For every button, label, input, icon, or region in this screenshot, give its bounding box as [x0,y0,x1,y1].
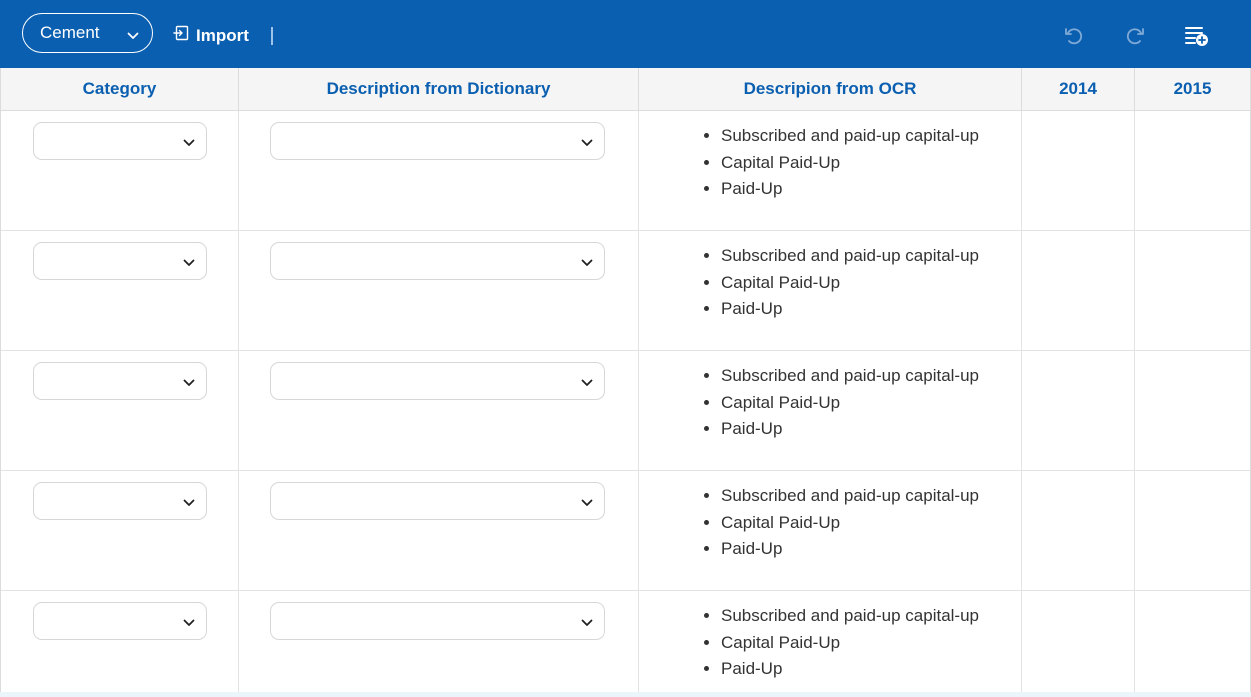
value-2015-cell[interactable] [1135,351,1250,470]
header-2014[interactable]: 2014 [1022,68,1135,110]
ocr-description-cell [639,231,1022,350]
category-cell [1,111,239,230]
ocr-description-item: • Subscribed and paid-up capital-up [721,603,979,630]
dictionary-description-cell [239,111,639,230]
dictionary-description-cell [239,591,639,692]
ocr-description-item: • Capital Paid-Up [721,150,979,177]
undo-button[interactable] [1063,25,1085,52]
ocr-description-item: • Subscribed and paid-up capital-up [721,123,979,150]
ocr-description-cell [639,111,1022,230]
value-2014-cell[interactable] [1022,351,1135,470]
ocr-description-item: • Paid-Up [721,176,979,203]
ocr-description-cell [639,471,1022,590]
ocr-description-item: • Paid-Up [721,416,979,443]
chevron-down-icon [581,496,593,514]
import-icon [173,25,196,46]
industry-select[interactable] [22,13,153,53]
table-row [1,351,1250,471]
table-body [1,111,1250,692]
redo-icon [1124,34,1146,51]
dictionary-description-cell [239,351,639,470]
value-2015-cell[interactable] [1135,231,1250,350]
value-2014-cell[interactable] [1022,591,1135,692]
header-description-dictionary[interactable]: Description from Dictionary [239,68,639,110]
value-2015-cell[interactable] [1135,111,1250,230]
bottom-strip [0,692,1251,697]
ocr-description-item: • Paid-Up [721,296,979,323]
chevron-down-icon [127,27,139,47]
toolbar [0,0,1251,68]
industry-select-value: Cement [40,23,100,42]
table-row [1,591,1250,692]
table-row [1,471,1250,591]
ocr-description-list [721,123,979,203]
ocr-description-list [721,603,979,683]
ocr-description-item: • Subscribed and paid-up capital-up [721,483,979,510]
chevron-down-icon [183,376,195,394]
category-cell [1,591,239,692]
dictionary-description-select[interactable] [270,242,605,280]
value-2014-cell[interactable] [1022,471,1135,590]
ocr-description-item: • Paid-Up [721,656,979,683]
add-row-icon [1184,34,1210,51]
dictionary-description-select[interactable] [270,362,605,400]
ocr-description-item: • Paid-Up [721,536,979,563]
category-select[interactable] [33,122,207,160]
chevron-down-icon [183,136,195,154]
ocr-description-item: • Capital Paid-Up [721,390,979,417]
toolbar-divider [271,27,273,45]
category-cell [1,231,239,350]
table-row [1,231,1250,351]
ocr-description-item: • Capital Paid-Up [721,630,979,657]
ocr-description-item: • Capital Paid-Up [721,270,979,297]
dictionary-description-cell [239,471,639,590]
chevron-down-icon [183,256,195,274]
import-label: Import [196,25,249,45]
header-category[interactable]: Category [1,68,239,110]
chevron-down-icon [581,376,593,394]
category-select[interactable] [33,482,207,520]
value-2015-cell[interactable] [1135,591,1250,692]
chevron-down-icon [581,136,593,154]
table-row [1,111,1250,231]
undo-icon [1063,34,1085,51]
add-row-button[interactable] [1184,25,1210,52]
value-2014-cell[interactable] [1022,231,1135,350]
chevron-down-icon [183,496,195,514]
ocr-description-item: • Subscribed and paid-up capital-up [721,243,979,270]
import-button[interactable] [173,25,249,46]
value-2014-cell[interactable] [1022,111,1135,230]
header-description-ocr[interactable]: Descripion from OCR [639,68,1022,110]
data-table [0,68,1251,692]
category-cell [1,351,239,470]
chevron-down-icon [581,616,593,634]
ocr-description-list [721,483,979,563]
ocr-description-cell [639,591,1022,692]
value-2015-cell[interactable] [1135,471,1250,590]
chevron-down-icon [581,256,593,274]
category-select[interactable] [33,362,207,400]
dictionary-description-select[interactable] [270,602,605,640]
chevron-down-icon [183,616,195,634]
header-2015[interactable]: 2015 [1173,79,1212,98]
dictionary-description-cell [239,231,639,350]
dictionary-description-select[interactable] [270,122,605,160]
category-select[interactable] [33,602,207,640]
category-cell [1,471,239,590]
category-select[interactable] [33,242,207,280]
dictionary-description-select[interactable] [270,482,605,520]
table-header [1,68,1250,111]
ocr-description-item: • Subscribed and paid-up capital-up [721,363,979,390]
ocr-description-cell [639,351,1022,470]
redo-button[interactable] [1124,25,1146,52]
ocr-description-item: • Capital Paid-Up [721,510,979,537]
ocr-description-list [721,363,979,443]
ocr-description-list [721,243,979,323]
